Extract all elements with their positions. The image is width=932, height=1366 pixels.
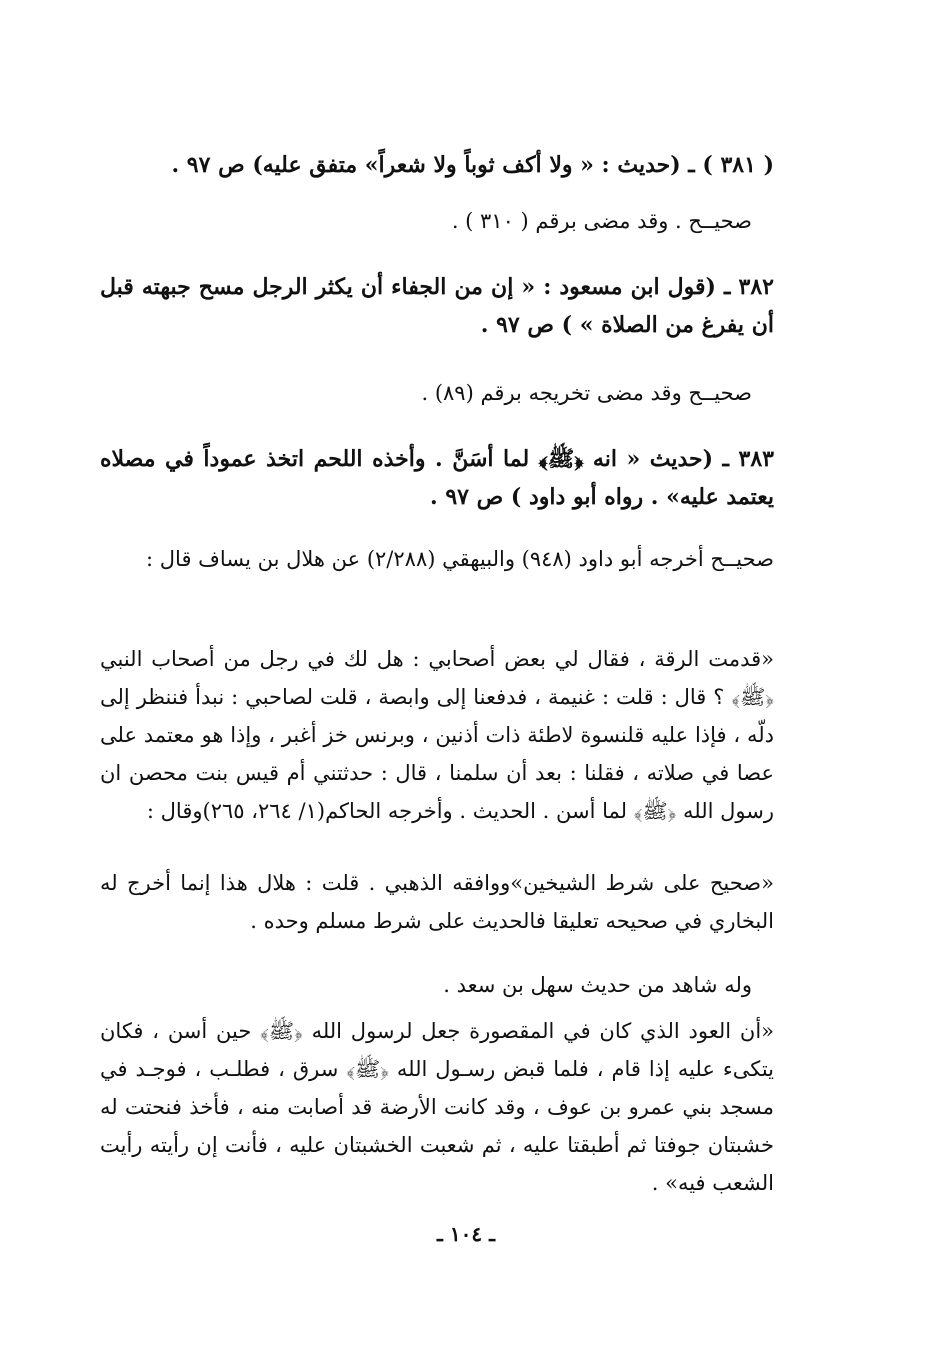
quote-wabisa: «قدمت الرقة ، فقال لي بعض أصحابي : هل لك في رجل من أصحاب النبي ﴿ﷺ﴾ ؟ قال : قلت : غنيمة ، فدفعنا إلى وابصة ، قلت لصاحبي : نبدأ فننظر إلى دلّه ، فإذا عليه قلنسوة لاطئة ذات أذنين ، وبرنس خز أغبر ، وإذا هو معتمد على عصا في صلاته ، فقلنا : بعد أن سلمنا ، قال : حدثتني أم قيس بنت محصن ان رسول الله ﴿ﷺ﴾ لما أسن . الحديث . وأخرجه الحاكم(١/ ٢٦٤، ٢٦٥)وقال :	[100, 647, 774, 823]
quote-hakim-comment: «صحيح على شرط الشيخين»ووافقه الذهبي . قلت : هلال هذا إنما أخرج له البخاري في صحيحه تعليقا فالحديث على شرط مسلم وحده .	[100, 871, 774, 933]
witness-note: وله شاهد من حديث سهل بن سعد .	[443, 973, 752, 997]
grading-381: صحيــح . وقد مضى برقم ( ٣١٠ ) .	[451, 209, 752, 233]
page-number: ـ ١٠٤ ـ	[437, 1222, 495, 1246]
hadith-382-heading: ٣٨٢ ـ (قول ابن مسعود : « إن من الجفاء أن يكثر الرجل مسح جبهته قبل أن يفرغ من الصلاة » ) ص ٩٧ .	[100, 274, 774, 338]
grading-383: صحيــح أخرجه أبو داود (٩٤٨) والبيهقي (٢/٢٨٨) عن هلال بن يساف قال :	[146, 547, 774, 571]
grading-382: صحيــح وقد مضى تخريجه برقم (٨٩) .	[421, 381, 752, 405]
hadith-383-heading: ٣٨٣ ـ (حديث « انه ﴿ﷺ﴾ لما أسَنَّ . وأخذه اللحم اتخذ عموداً في مصلاه يعتمد عليه» . رواه أبو داود ) ص ٩٧ .	[100, 446, 774, 510]
quote-sahl: «أن العود الذي كان في المقصورة جعل لرسول الله ﴿ﷺ﴾ حين أسن ، فكان يتكىء عليه إذا قام ، فلما قبض رسـول الله ﴿ﷺ﴾ سرق ، فطلـب ، فوجـد في مسجد بني عمرو بن عوف ، وقد كانت الأرضة قد أصابت منه ، فأخذ فنحتت له خشبتان جوفتا ثم أطبقتا عليه ، ثم شعبت الخشبتان عليه ، فأنت إن رأيته رأيت الشعب فيه» .	[100, 1019, 774, 1195]
hadith-381-heading: ( ٣٨١ ) ـ (حديث : « ولا أكف ثوباً ولا شعراً» متفق عليه) ص ٩٧ .	[171, 152, 774, 178]
